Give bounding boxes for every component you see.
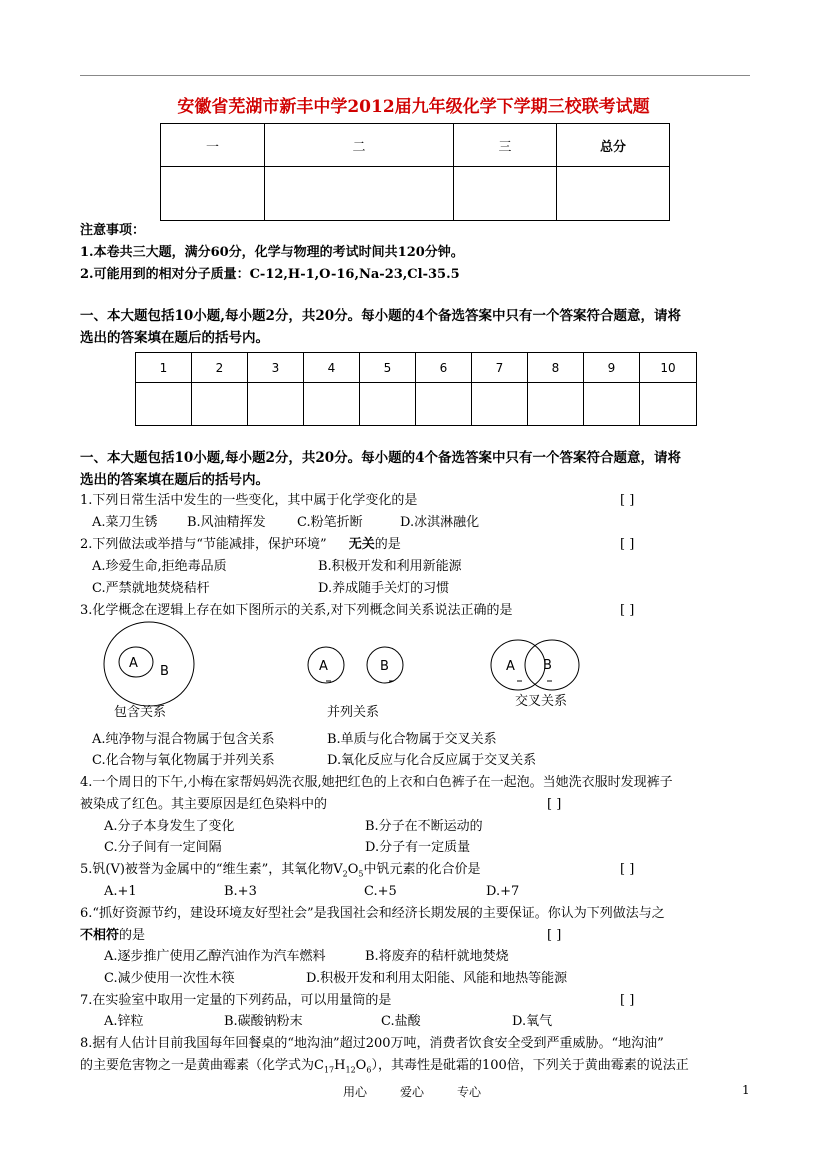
answer-table: [135, 352, 697, 426]
q6-stem-keyword: 不相符: [80, 928, 120, 943]
footer-item-1: 用心: [343, 1085, 368, 1099]
q7-option-d: D.氧气: [512, 1014, 553, 1029]
score-cell-1[interactable]: [161, 167, 265, 221]
page-title: 安徽省芜湖市新丰中学2012届九年级化学下学期三校联考试题: [177, 97, 650, 117]
q5-stem: [80, 859, 481, 885]
q7-stem: 7.在实验室中取用一定量的下列药品，可以用量筒的是: [80, 993, 392, 1008]
note-item-1: 1.本卷共三大题，满分60分，化学与物理的考试时间共120分钟。: [80, 245, 464, 260]
inclusion-label-a: A: [129, 656, 138, 671]
q2-option-c: C.严禁就地焚烧秸杆: [92, 581, 210, 596]
score-cell-3[interactable]: [454, 167, 557, 221]
q2-stem-text: 2.下列做法或举措与“节能减排，保护环境”: [80, 537, 327, 552]
intersection-circle-a: [491, 640, 545, 690]
answer-header-9: 9: [584, 353, 640, 383]
q5-option-a: A.+1: [104, 884, 137, 899]
answer-cell-5[interactable]: [360, 383, 416, 426]
score-header-2: 二: [265, 124, 454, 167]
score-header-1: 一: [161, 124, 265, 167]
q5-sub2: 5: [358, 869, 364, 879]
q6-option-a: A.逐步推广使用乙醇汽油作为汽车燃料: [104, 949, 326, 964]
answer-header-10: 10: [640, 353, 697, 383]
page-number: 1: [742, 1083, 750, 1097]
q5-answer-bracket[interactable]: [ ]: [620, 862, 635, 877]
inclusion-inner-circle: [119, 647, 153, 677]
q3-option-b: B.单质与化合物属于交叉关系: [327, 732, 497, 747]
q8-stem-line2: [80, 1055, 689, 1081]
q5-stem-a: 5.钒(V)被誉为金属中的“维生素”，其氧化物V: [80, 862, 343, 877]
q6-stem-end: 的是: [119, 928, 146, 943]
q7-option-b: B.碳酸钠粉末: [224, 1014, 303, 1029]
q3-label-intersection: 交叉关系: [515, 694, 568, 709]
answer-cell-4[interactable]: [304, 383, 360, 426]
q4-stem-line2: 被染成了红色。其主要原因是红色染料中的: [80, 797, 328, 812]
section1-repeat-line2: 选出的答案填在题后的括号内。: [80, 472, 269, 488]
answer-cell-6[interactable]: [416, 383, 472, 426]
note-item-2: 2.可能用到的相对分子质量：C-12,H-1,O-16,Na-23,Cl-35.5: [80, 267, 460, 282]
q1-option-a: A.菜刀生锈: [92, 515, 158, 530]
answer-cell-9[interactable]: [584, 383, 640, 426]
q2-option-b: B.积极开发和利用新能源: [318, 559, 462, 574]
q8-stem-line1: 8.据有人估计目前我国每年回餐桌的“地沟油”超过200万吨，消费者饮食安全受到严重威胁。“地沟油”: [80, 1036, 664, 1051]
q4-stem-line1: 4.一个周日的下午,小梅在家帮妈妈洗衣服,她把红色的上衣和白色裤子在一起泡。当她洗衣服时发现裤子: [80, 775, 673, 790]
q7-answer-bracket[interactable]: [ ]: [620, 993, 635, 1008]
answer-header-1: 1: [136, 353, 192, 383]
q1-option-c: C.粉笔折断: [297, 515, 363, 530]
score-cell-total[interactable]: [557, 167, 670, 221]
section1-instructions-repeat: [80, 447, 750, 491]
notes-heading: 注意事项：: [80, 223, 146, 238]
q2-option-d: D.养成随手关灯的习惯: [318, 581, 450, 596]
q8-sub3: 6: [366, 1065, 372, 1075]
section1-instructions: [80, 305, 750, 349]
inclusion-outer-circle: [104, 622, 194, 706]
q4-option-d: D.分子有一定质量: [365, 840, 471, 855]
q5-option-b: B.+3: [224, 884, 257, 899]
q1-option-b: B.风油精挥发: [187, 515, 266, 530]
parallel-circle-b: [367, 647, 403, 683]
answer-header-8: 8: [528, 353, 584, 383]
q8-stem2-a: 的主要危害物之一是黄曲霉素（化学式为C: [80, 1058, 324, 1073]
score-table: [160, 123, 670, 221]
q3-option-c: C.化合物与氧化物属于并列关系: [92, 753, 275, 768]
intersection-circle-b: [525, 640, 579, 690]
answer-header-4: 4: [304, 353, 360, 383]
q5-stem-b: O: [347, 862, 359, 877]
q3-label-inclusion: 包含关系: [114, 705, 167, 720]
q8-sub1: 17: [323, 1065, 335, 1075]
q2-stem: [80, 534, 401, 556]
parallel-label-b: B: [380, 659, 389, 674]
q6-answer-bracket[interactable]: [ ]: [547, 928, 562, 943]
answer-cell-2[interactable]: [192, 383, 248, 426]
q6-option-b: B.将废弃的秸杆就地焚烧: [365, 949, 509, 964]
q2-stem-keyword: 无关: [348, 537, 375, 552]
section1-repeat-line1: 一、本大题包括10小题,每小题2分，共20分。每小题的4个备选答案中只有一个答案符合题意，请将: [80, 450, 682, 466]
q7-option-c: C.盐酸: [381, 1014, 421, 1029]
parallel-label-a: A: [319, 659, 328, 674]
section1-line1: 一、本大题包括10小题,每小题2分，共20分。每小题的4个备选答案中只有一个答案符合题意，请将: [80, 308, 682, 324]
inclusion-label-b: B: [160, 664, 169, 679]
q4-option-b: B.分子在不断运动的: [365, 819, 483, 834]
footer-item-3: 专心: [457, 1085, 482, 1099]
q4-option-c: C.分子间有一定间隔: [104, 840, 222, 855]
q6-option-c: C.减少使用一次性木筷: [104, 971, 235, 986]
q1-option-d: D.冰淇淋融化: [400, 515, 480, 530]
answer-header-6: 6: [416, 353, 472, 383]
q4-option-a: A.分子本身发生了变化: [104, 819, 235, 834]
q8-sub2: 12: [345, 1065, 356, 1075]
q3-label-parallel: 并列关系: [327, 705, 380, 720]
answer-cell-8[interactable]: [528, 383, 584, 426]
parallel-circle-a: [308, 647, 344, 683]
q8-stem2-c: O: [355, 1058, 367, 1073]
header-rule: [80, 75, 750, 76]
score-header-3: 三: [454, 124, 557, 167]
q2-stem-end: 的是: [374, 537, 401, 552]
q5-stem-c: 中钒元素的化合价是: [363, 862, 481, 877]
q2-option-a: A.珍爱生命,拒绝毒品质: [92, 559, 227, 574]
q5-option-c: C.+5: [364, 884, 397, 899]
q3-stem: 3.化学概念在逻辑上存在如下图所示的关系,对下列概念间关系说法正确的是: [80, 603, 513, 618]
answer-header-7: 7: [472, 353, 528, 383]
q7-option-a: A.锌粒: [104, 1014, 144, 1029]
answer-cell-1[interactable]: [136, 383, 192, 426]
q8-stem2-b: H: [334, 1058, 346, 1073]
q3-option-d: D.氧化反应与化合反应属于交叉关系: [327, 753, 537, 768]
intersection-label-b: B: [543, 658, 552, 673]
answer-header-3: 3: [248, 353, 304, 383]
q3-answer-bracket[interactable]: [ ]: [620, 603, 635, 618]
q5-option-d: D.+7: [486, 884, 520, 899]
answer-header-5: 5: [360, 353, 416, 383]
score-cell-2[interactable]: [265, 167, 454, 221]
q4-answer-bracket[interactable]: [ ]: [547, 797, 562, 812]
answer-cell-7[interactable]: [472, 383, 528, 426]
q8-stem2-d: ），其毒性是砒霜的100倍，下列关于黄曲霉素的说法正: [371, 1058, 689, 1073]
section1-line2: 选出的答案填在题后的括号内。: [80, 330, 269, 346]
intersection-label-a: A: [506, 659, 515, 674]
q3-option-a: A.纯净物与混合物属于包含关系: [92, 732, 275, 747]
q5-sub1: 2: [342, 869, 348, 879]
answer-header-2: 2: [192, 353, 248, 383]
q1-answer-bracket[interactable]: [ ]: [620, 493, 635, 508]
footer-item-2: 爱心: [400, 1085, 425, 1099]
q6-stem-line1: 6.“抓好资源节约，建设环境友好型社会”是我国社会和经济长期发展的主要保证。你认为下列做法与之: [80, 906, 665, 921]
q2-answer-bracket[interactable]: [ ]: [620, 537, 635, 552]
answer-cell-10[interactable]: [640, 383, 697, 426]
q1-stem: 1.下列日常生活中发生的一些变化，其中属于化学变化的是: [80, 493, 418, 508]
answer-cell-3[interactable]: [248, 383, 304, 426]
score-header-total: 总分: [557, 124, 670, 167]
q6-stem-line2: [80, 925, 145, 947]
q6-option-d: D.积极开发和利用太阳能、风能和地热等能源: [306, 971, 568, 986]
